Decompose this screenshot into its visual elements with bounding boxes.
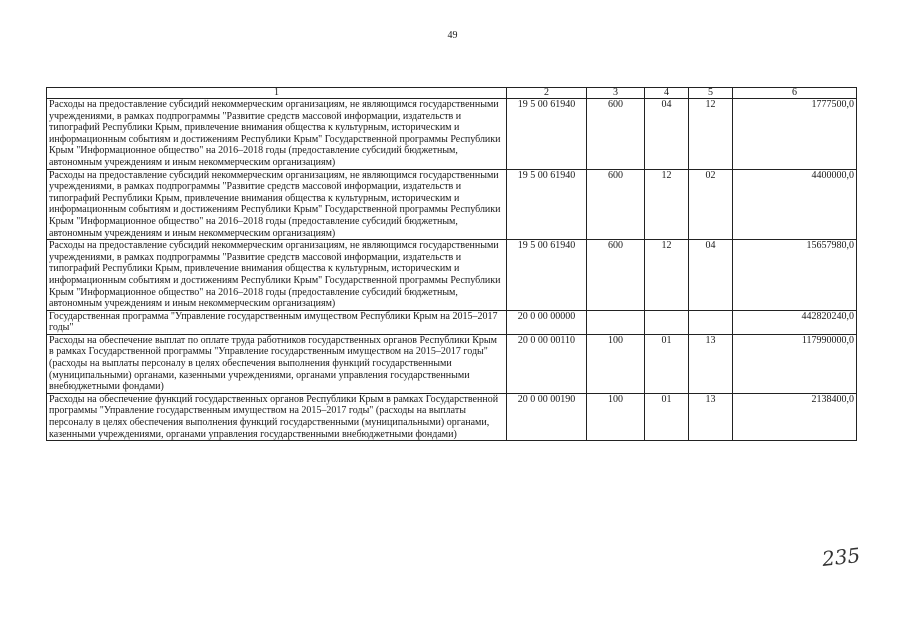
table-row xyxy=(47,99,857,170)
budget-table xyxy=(46,87,857,441)
description-cell: Расходы на предоставление субсидий некоммерческим организациям, не являющимся государственными учреждениями, в рамках подпрограммы "Развитие средств массовой информации, издательств и типографий Республики Крым, привлечение внимания общества к культурным, историческим и информационным событиям и достижениям Республики Крым" Государственной программы Республики Крым "Информационное общество" на 2016–2018 годы (предоставление субсидий бюджетным, автономным учреждениям и иным некоммерческим организациям) xyxy=(47,169,507,240)
header-row xyxy=(47,88,857,99)
description-cell: Расходы на предоставление субсидий некоммерческим организациям, не являющимся государственными учреждениями, в рамках подпрограммы "Развитие средств массовой информации, издательств и типографий Республики Крым, привлечение внимания общества к культурным, историческим и информационным событиям и достижениям Республики Крым" Государственной программы Республики Крым "Информационное общество" на 2016–2018 годы (предоставление субсидий бюджетным, автономным учреждениям и иным некоммерческим организациям) xyxy=(47,240,507,311)
code-cell: 20 0 00 00190 xyxy=(507,393,587,440)
col-header-5: 5 xyxy=(689,88,733,99)
code-cell: 19 5 00 61940 xyxy=(507,240,587,311)
subsection-cell: 13 xyxy=(689,393,733,440)
handwritten-page-stamp: 235 xyxy=(820,543,862,571)
table-row xyxy=(47,310,857,334)
col-header-6: 6 xyxy=(733,88,857,99)
description-cell: Государственная программа "Управление государственным имуществом Республики Крым на 2015–2017 годы" xyxy=(47,310,507,334)
code-cell: 20 0 00 00000 xyxy=(507,310,587,334)
subsection-cell: 12 xyxy=(689,99,733,170)
amount-cell: 117990000,0 xyxy=(733,334,857,393)
description-cell: Расходы на обеспечение функций государственных органов Республики Крым в рамках Государственной программы "Управление государственным имуществом на 2015–2017 годы" (расходы на выплаты персоналу в целях обеспечения выполнения функций государственными (муниципальными) органами, казенными учреждениями, органами управления государственными внебюджетными фондами) xyxy=(47,393,507,440)
table-row xyxy=(47,393,857,440)
code-cell: 20 0 00 00110 xyxy=(507,334,587,393)
section-cell: 04 xyxy=(645,99,689,170)
col-header-4: 4 xyxy=(645,88,689,99)
section-cell xyxy=(645,310,689,334)
subsection-cell: 13 xyxy=(689,334,733,393)
table-row xyxy=(47,169,857,240)
type-cell: 600 xyxy=(587,99,645,170)
type-cell: 600 xyxy=(587,169,645,240)
subsection-cell: 04 xyxy=(689,240,733,311)
section-cell: 01 xyxy=(645,334,689,393)
description-cell: Расходы на предоставление субсидий некоммерческим организациям, не являющимся государственными учреждениями, в рамках подпрограммы "Развитие средств массовой информации, издательств и типографий Республики Крым, привлечение внимания общества к культурным, историческим и информационным событиям и достижениям Республики Крым" Государственной программы Республики Крым "Информационное общество" на 2016–2018 годы (предоставление субсидий бюджетным, автономным учреждениям и иным некоммерческим организациям) xyxy=(47,99,507,170)
amount-cell: 15657980,0 xyxy=(733,240,857,311)
type-cell: 100 xyxy=(587,393,645,440)
amount-cell: 442820240,0 xyxy=(733,310,857,334)
type-cell: 600 xyxy=(587,240,645,311)
code-cell: 19 5 00 61940 xyxy=(507,169,587,240)
subsection-cell: 02 xyxy=(689,169,733,240)
description-cell: Расходы на обеспечение выплат по оплате труда работников государственных органов Республики Крым в рамках Государственной программы "Управление государственным имуществом на 2015–2017 годы" (расходы на выплаты персоналу в целях обеспечения выполнения функций государственными (муниципальными) органами, казенными учреждениями, органами управления государственными внебюджетными фондами) xyxy=(47,334,507,393)
col-header-3: 3 xyxy=(587,88,645,99)
table-row xyxy=(47,334,857,393)
amount-cell: 4400000,0 xyxy=(733,169,857,240)
amount-cell: 2138400,0 xyxy=(733,393,857,440)
page-number: 49 xyxy=(447,30,458,41)
type-cell xyxy=(587,310,645,334)
code-cell: 19 5 00 61940 xyxy=(507,99,587,170)
subsection-cell xyxy=(689,310,733,334)
col-header-2: 2 xyxy=(507,88,587,99)
type-cell: 100 xyxy=(587,334,645,393)
section-cell: 01 xyxy=(645,393,689,440)
col-header-1: 1 xyxy=(47,88,507,99)
amount-cell: 1777500,0 xyxy=(733,99,857,170)
section-cell: 12 xyxy=(645,240,689,311)
table-row xyxy=(47,240,857,311)
section-cell: 12 xyxy=(645,169,689,240)
